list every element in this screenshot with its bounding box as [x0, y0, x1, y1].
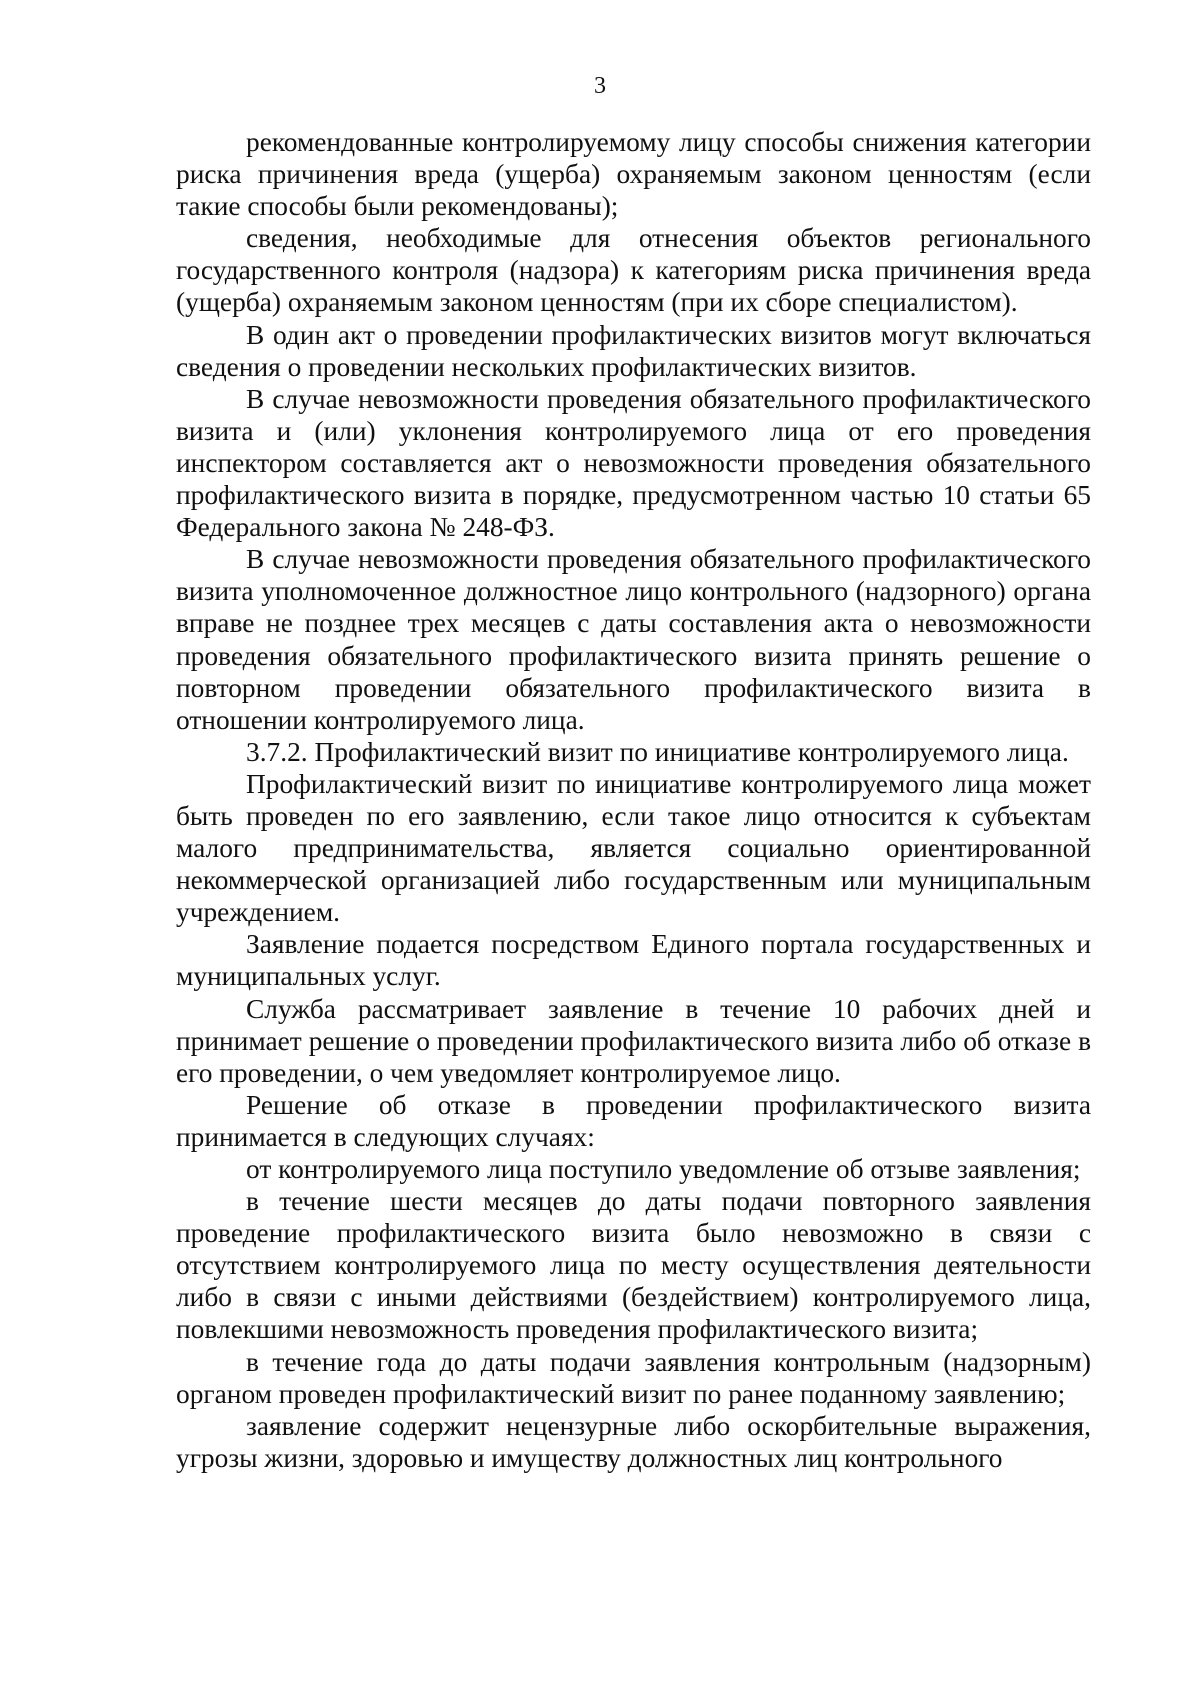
paragraph: рекомендованные контролируемому лицу способы снижения категории риска причинения вреда (ущерба) охраняемым законом ценностям (если такие способы были рекомендованы);	[176, 127, 1091, 222]
page-number: 3	[594, 73, 606, 99]
paragraph: Решение об отказе в проведении профилактического визита принимается в следующих случаях:	[176, 1089, 1091, 1152]
paragraph: сведения, необходимые для отнесения объектов регионального государственного контроля (надзора) к категориям риска причинения вреда (ущерба) охраняемым законом ценностям (при их сборе специалистом).	[176, 223, 1091, 318]
document-body	[176, 126, 1091, 1474]
paragraph: В случае невозможности проведения обязательного профилактического визита и (или) уклонения контролируемого лица от его проведения инспектором составляется акт о невозможности проведения обязательного профилактического визита в порядке, предусмотренном частью 10 статьи 65 Федерального закона № 248-ФЗ.	[176, 383, 1091, 543]
list-item: в течение шести месяцев до даты подачи повторного заявления проведение профилактического визита было невозможно в связи с отсутствием контролируемого лица по месту осуществления деятельности либо в связи с иными действиями (бездействием) контролируемого лица, повлекшими невозможность проведения профилактического визита;	[176, 1186, 1091, 1345]
section-heading: 3.7.2. Профилактический визит по инициативе контролируемого лица.	[246, 736, 1069, 767]
paragraph: В случае невозможности проведения обязательного профилактического визита уполномоченное должностное лицо контрольного (надзорного) органа вправе не позднее трех месяцев с даты составления акта о невозможности проведения обязательного профилактического визита принять решение о повторном проведении обязательного профилактического визита в отношении контролируемого лица.	[176, 544, 1091, 735]
paragraph: В один акт о проведении профилактических визитов могут включаться сведения о проведении нескольких профилактических визитов.	[176, 319, 1091, 382]
list-item: заявление содержит нецензурные либо оскорбительные выражения, угрозы жизни, здоровью и имуществу должностных лиц контрольного	[176, 1410, 1091, 1473]
paragraph: Профилактический визит по инициативе контролируемого лица может быть проведен по его заявлению, если такое лицо относится к субъектам малого предпринимательства, является социально ориентированной некоммерческой организацией либо государственным или муниципальным учреждением.	[176, 768, 1091, 928]
paragraph: Заявление подается посредством Единого портала государственных и муниципальных услуг.	[176, 929, 1091, 992]
list-item: от контролируемого лица поступило уведомление об отзыве заявления;	[246, 1154, 1081, 1184]
paragraph: Служба рассматривает заявление в течение 10 рабочих дней и принимает решение о проведении профилактического визита либо об отказе в его проведении, о чем уведомляет контролируемое лицо.	[176, 993, 1091, 1088]
list-item: в течение года до даты подачи заявления контрольным (надзорным) органом проведен профилактический визит по ранее поданному заявлению;	[176, 1346, 1091, 1409]
